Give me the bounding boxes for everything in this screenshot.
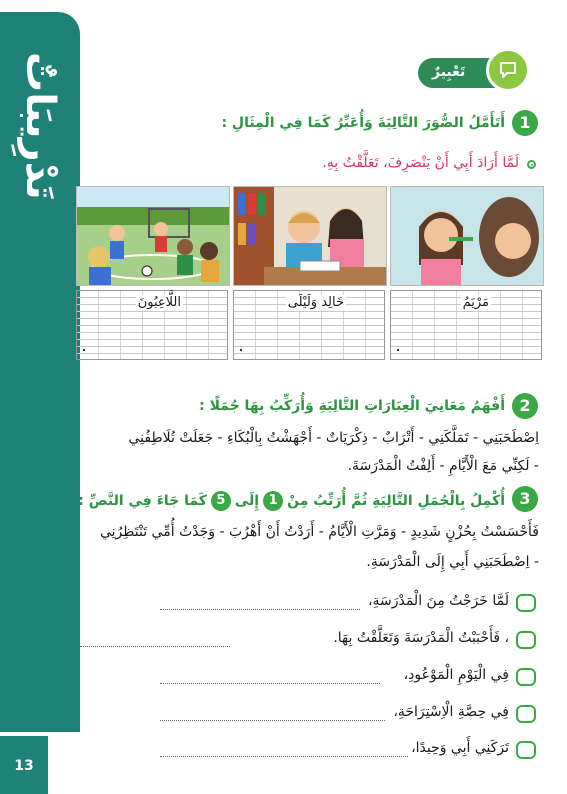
order-checkbox[interactable] — [516, 668, 536, 686]
answer-line[interactable] — [160, 682, 380, 684]
writing-box-label-2: خَالِد وَلَيْلَى — [287, 295, 344, 310]
writing-box-label-1: اللَّاعِبُونَ — [137, 295, 181, 310]
expressions-line-1: اِصْطَحَبَنِي - تَمَلَّكَنِي - أَتْرَابٌ - ذِكْرَيَاتٌ - أَجْهَشْتُ بِالْبُكَاءِ - جَعَلَتْ تُلَاطِفُنِي — [128, 430, 539, 446]
exercise-3-instruction-part-b: إِلَى — [234, 493, 260, 509]
order-checkbox[interactable] — [516, 631, 536, 649]
side-banner — [0, 12, 80, 732]
page-number: 13 — [14, 758, 34, 774]
list-item: لَمَّا خَرَجْتُ مِنَ الْمَدْرَسَةِ، — [367, 593, 509, 609]
order-checkbox[interactable] — [516, 594, 536, 612]
section-tab — [418, 58, 526, 88]
section-title: تَدْرِيبَاتٌ — [17, 52, 63, 200]
list-item: فِي حِصَّةِ الْاِسْتِرَاحَةِ، — [393, 704, 509, 720]
list-item: ، فَأَحْبَبْتُ الْمَدْرَسَةَ وَتَعَلَّقْتُ بِهَا. — [333, 630, 509, 646]
exercise-number-3: 3 — [512, 486, 538, 512]
answer-line[interactable] — [160, 755, 408, 757]
exercise-number-1: 1 — [512, 110, 538, 136]
image-boy-and-girl-reading — [233, 186, 387, 286]
order-checkbox[interactable] — [516, 741, 536, 759]
bullet-icon — [527, 160, 536, 169]
answer-line[interactable] — [80, 645, 230, 647]
writing-box-2[interactable] — [233, 290, 385, 360]
list-item: تَرَكَنِي أَبِي وَحِيدًا، — [411, 740, 509, 756]
answer-line[interactable] — [160, 608, 360, 610]
writing-box-label-3: مَرْيَمُ — [462, 295, 489, 310]
order-checkbox[interactable] — [516, 705, 536, 723]
range-end: 5 — [211, 491, 231, 511]
sentences-line-2: - اِصْطَحَبَنِي أَبِي إِلَى الْمَدْرَسَةِ. — [366, 554, 539, 570]
range-start: 1 — [263, 491, 283, 511]
exercise-3-instruction-part-a: أُكْمِلُ بِالْجُمَلِ التَّالِيَةِ ثُمَّ أُرَتِّبُ مِنْ — [287, 493, 505, 509]
example-sentence — [322, 155, 519, 171]
exercise-1-instruction: أَتَأَمَّلُ الصُّوَرَ التَّالِيَةَ وَأُعَبِّرُ كَمَا فِي الْمِثَالِ : — [221, 115, 505, 131]
exercise-number-2: 2 — [512, 393, 538, 419]
writing-start-dot — [83, 349, 85, 351]
exercise-2-instruction: أَفْهَمُ مَعَانِيَ الْعِبَارَاتِ التَّالِيَةِ وَأُرَكِّبُ بِهَا جُمَلًا : — [199, 398, 505, 414]
image-football-playground — [76, 186, 230, 286]
speech-bubble-icon — [486, 48, 530, 92]
section-tab-label: تَعْبِيرٌ — [432, 64, 466, 80]
list-item: فِي الْيَوْمِ الْمَوْعُودِ، — [403, 667, 509, 683]
writing-start-dot — [240, 349, 242, 351]
writing-box-1[interactable] — [76, 290, 228, 360]
sentences-line-1: فَأَحْسَسْتُ بِحُزْنٍ شَدِيدٍ - وَمَرَّتِ الْأَيَّامُ - أَرَدْتُ أَنْ أَهْرُبَ - وَجَدْتُ أُمِّي تَنْتَظِرُنِي — [99, 524, 539, 540]
expressions-line-2: - لَكِنِّي مَعَ الْأَيَّامِ - أَلِفْتُ الْمَدْرَسَةَ. — [347, 458, 539, 474]
writing-box-3[interactable] — [390, 290, 542, 360]
answer-line[interactable] — [160, 719, 385, 721]
image-girl-brushing-teeth — [390, 186, 544, 286]
exercise-3-instruction-part-c: كَمَا جَاءَ فِي النَّصِّ : — [78, 493, 207, 509]
exercise-3-instruction — [78, 491, 505, 511]
writing-start-dot — [397, 349, 399, 351]
example-sentence-text: لَمَّا أَرَادَ أَبِي أَنْ يَنْصَرِفَ، تَعَلَّقْتُ بِهِ. — [322, 155, 519, 171]
